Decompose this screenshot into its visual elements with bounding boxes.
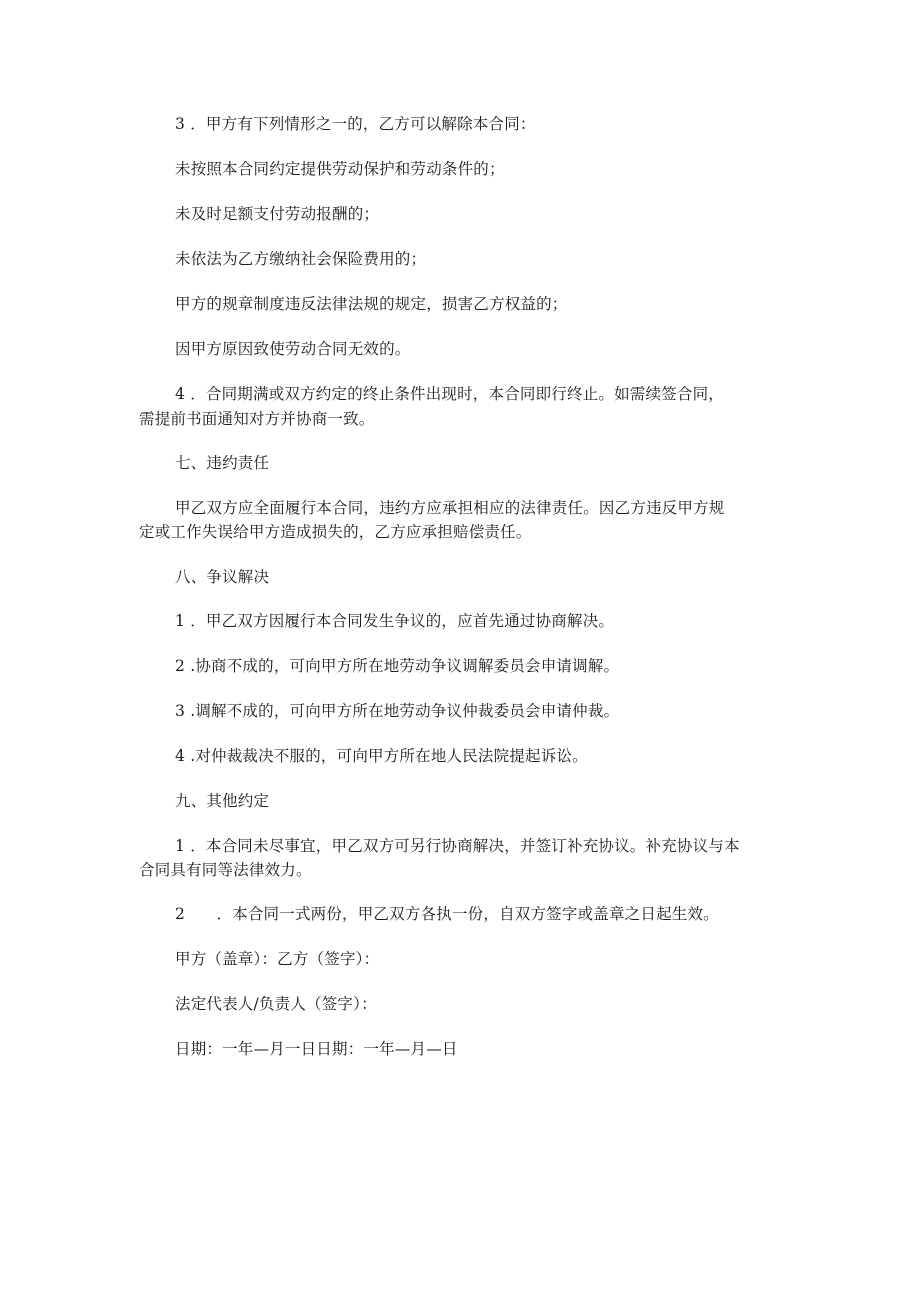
- clause-3-intro: 3 ．甲方有下列情形之一的，乙方可以解除本合同：: [175, 115, 536, 133]
- section-9-item-1-line-2: 合同具有同等法律效力。: [139, 861, 312, 879]
- section-7-heading: 七、违约责任: [175, 454, 270, 472]
- section-7-line-2: 定或工作失误给甲方造成损失的，乙方应承担赔偿责任。: [139, 523, 532, 541]
- section-9-item-2: 2 ．本合同一式两份，甲乙双方各执一份，自双方签字或盖章之日起生效。: [175, 905, 719, 923]
- signature-dates: 日期：一年—月一日日期：一年—月—日: [175, 1040, 458, 1058]
- section-8-item-3: 3 .调解不成的，可向甲方所在地劳动争议仲裁委员会申请仲裁。: [175, 702, 620, 720]
- clause-4-line-1: 4 ．合同期满或双方约定的终止条件出现时，本合同即行终止。如需续签合同，: [175, 385, 724, 403]
- clause-3-item-5: 因甲方原因致使劳动合同无效的。: [175, 340, 411, 358]
- signature-representative: 法定代表人/负责人（签字）：: [175, 995, 377, 1013]
- signature-parties: 甲方（盖章）：乙方（签字）：: [175, 950, 380, 968]
- section-9-item-1-line-1: 1 ．本合同未尽事宜，甲乙双方可另行协商解决，并签订补充协议。补充协议与本: [175, 837, 740, 855]
- section-8-heading: 八、争议解决: [175, 568, 270, 586]
- section-8-item-4: 4 .对仲裁裁决不服的，可向甲方所在地人民法院提起诉讼。: [175, 747, 588, 765]
- section-9-heading: 九、其他约定: [175, 792, 270, 810]
- clause-3-item-1: 未按照本合同约定提供劳动保护和劳动条件的；: [175, 160, 505, 178]
- clause-3-item-4: 甲方的规章制度违反法律法规的规定，损害乙方权益的；: [175, 295, 568, 313]
- section-8-item-2: 2 .协商不成的，可向甲方所在地劳动争议调解委员会申请调解。: [175, 657, 620, 675]
- section-8-item-1: 1 ．甲乙双方因履行本合同发生争议的，应首先通过协商解决。: [175, 612, 615, 630]
- clause-3-item-3: 未依法为乙方缴纳社会保险费用的；: [175, 250, 427, 268]
- clause-3-item-2: 未及时足额支付劳动报酬的；: [175, 205, 380, 223]
- clause-4-line-2: 需提前书面通知对方并协商一致。: [139, 410, 375, 428]
- section-7-line-1: 甲乙双方应全面履行本合同，违约方应承担相应的法律责任。因乙方违反甲方规: [175, 499, 725, 517]
